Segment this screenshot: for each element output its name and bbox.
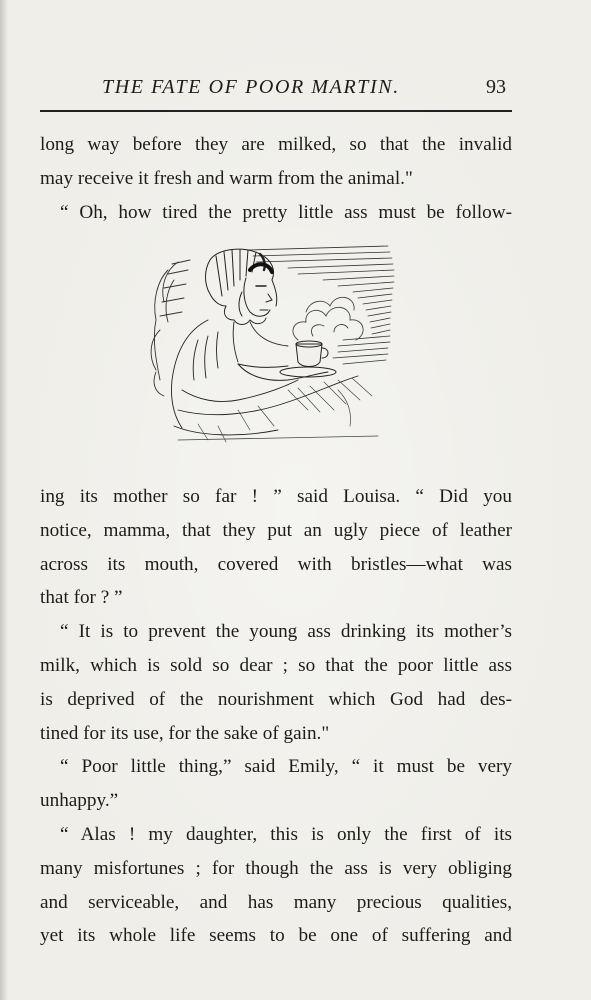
pillows — [151, 260, 190, 396]
running-title: THE FATE OF POOR MARTIN. — [102, 76, 400, 98]
arm-and-saucer — [238, 341, 336, 380]
gutter-shadow — [0, 0, 8, 1000]
text-line: many misfortunes ; for though the ass is very obliging — [40, 857, 512, 879]
text-line: across its mouth, covered with bristles—what was — [40, 553, 512, 575]
text-line: notice, mamma, that they put an ugly piece of leather — [40, 519, 512, 541]
bedclothes — [178, 378, 378, 442]
text-line: “ Poor little thing,” said Emily, “ it must be very — [60, 756, 512, 778]
text-line: yet its whole life seems to be one of suffering and — [40, 925, 512, 947]
face — [239, 278, 277, 316]
text-line: is deprived of the nourishment which God had des- — [40, 688, 512, 710]
gown — [171, 306, 358, 435]
page-number: 93 — [486, 76, 506, 98]
text-line: “ It is to prevent the young ass drinking its mother’s — [60, 621, 512, 643]
text-line: that for ? ” — [40, 587, 123, 609]
woman-in-bed-illustration — [138, 240, 398, 452]
text-line: “ Oh, how tired the pretty little ass must be follow- — [60, 201, 512, 223]
text-line: ing its mother so far ! ” said Louisa. “ Did you — [40, 486, 512, 507]
text-line: milk, which is sold so dear ; so that the poor little ass — [40, 654, 512, 676]
text-line: unhappy.” — [40, 790, 119, 812]
text-line: “ Alas ! my daughter, this is only the first of its — [60, 823, 512, 845]
running-head — [80, 74, 512, 108]
text-line: may receive it fresh and warm from the animal." — [40, 167, 413, 189]
text-block-top — [40, 128, 512, 229]
text-line: long way before they are milked, so that the invalid — [40, 134, 512, 155]
text-line: tined for its use, for the sake of gain." — [40, 722, 330, 744]
text-block-bottom — [40, 480, 512, 953]
text-line: and serviceable, and has many precious qualities, — [40, 891, 512, 913]
header-rule — [40, 110, 512, 112]
steam — [293, 297, 363, 340]
